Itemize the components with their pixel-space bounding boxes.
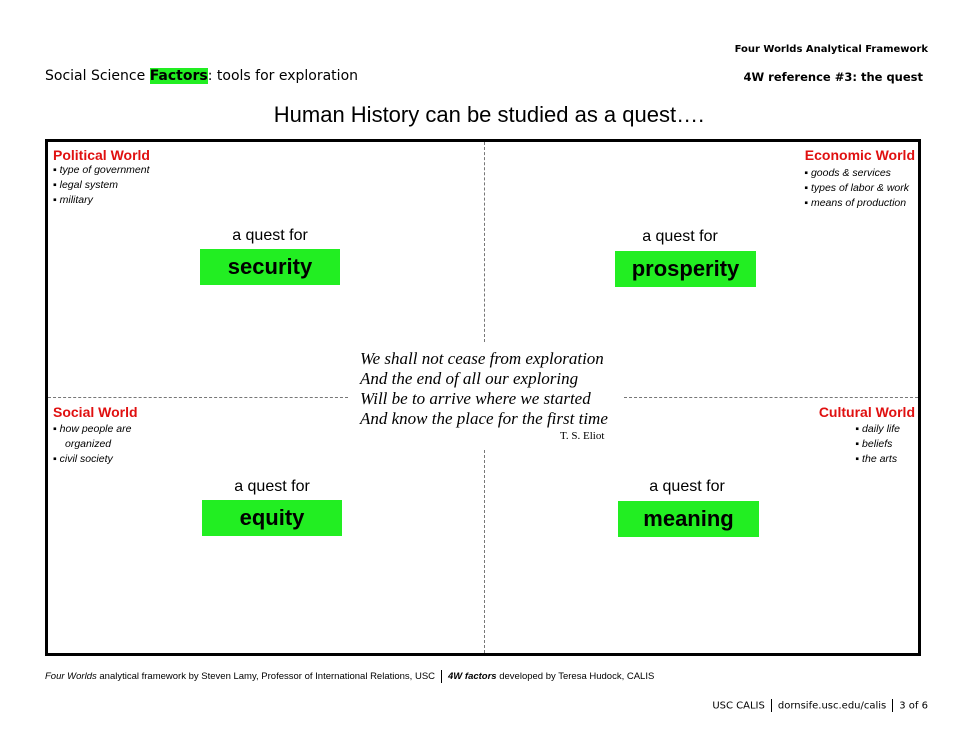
subject-heading	[45, 68, 358, 84]
eliot-quote	[360, 349, 608, 429]
political-quest-label: a quest for	[232, 227, 308, 244]
credit-lamy: analytical framework by Steven Lamy, Professor of International Relations, USC	[96, 671, 436, 683]
quote-line: Will be to arrive where we started	[360, 389, 591, 408]
list-item: ▪ civil society	[53, 453, 113, 465]
list-item: ▪ type of government	[53, 164, 150, 176]
list-item: ▪ legal system	[53, 179, 118, 191]
cultural-world-title: Cultural World	[818, 404, 915, 420]
cultural-world-bullets	[805, 422, 900, 467]
subject-highlight: Factors	[149, 68, 208, 84]
quote-line: We shall not cease from exploration	[360, 349, 604, 368]
list-item: ▪ means of production	[804, 197, 907, 209]
list-item: ▪ beliefs	[855, 438, 893, 450]
footer-page-number: 3 of 6	[899, 700, 928, 712]
cultural-quest-label: a quest for	[649, 478, 725, 495]
quote-line: And the end of all our exploring	[360, 369, 579, 388]
list-item: ▪ military	[53, 194, 93, 206]
economic-world-title: Economic World	[804, 147, 915, 163]
footer-org: USC CALIS	[712, 700, 765, 712]
economic-quest-label: a quest for	[642, 228, 718, 245]
reference-label: 4W reference #3: the quest	[743, 70, 923, 84]
footer	[712, 699, 928, 712]
framework-title: Four Worlds Analytical Framework	[734, 44, 928, 55]
social-world-panel	[53, 404, 138, 467]
credit-4w-factors: 4W factors	[448, 671, 497, 683]
political-world-bullets	[53, 163, 150, 208]
list-item: ▪ how people are	[53, 423, 132, 435]
cultural-goal-box: meaning	[618, 501, 759, 537]
credit-four-worlds: Four Worlds	[45, 671, 97, 683]
list-item: organized	[65, 438, 112, 450]
list-item: ▪ goods & services	[804, 167, 891, 179]
list-item: ▪ types of labor & work	[804, 182, 909, 194]
cultural-world-panel	[805, 404, 915, 467]
horizontal-divider-right	[624, 397, 918, 398]
economic-world-panel	[804, 147, 915, 211]
economic-goal-box: prosperity	[615, 251, 756, 287]
footer-separator	[892, 699, 893, 712]
footer-url[interactable]: dornsife.usc.edu/calis	[777, 700, 887, 712]
quote-line: And know the place for the first time	[360, 409, 608, 428]
social-goal-box: equity	[202, 500, 342, 536]
political-world-panel	[53, 147, 150, 208]
credits-line	[45, 670, 654, 683]
vertical-divider-bottom	[484, 450, 485, 653]
list-item: ▪ the arts	[855, 453, 898, 465]
social-world-title: Social World	[53, 404, 138, 420]
political-goal-box: security	[200, 249, 340, 285]
credit-separator	[441, 670, 442, 683]
economic-world-bullets	[804, 166, 909, 211]
horizontal-divider-left	[48, 397, 348, 398]
footer-separator	[771, 699, 772, 712]
vertical-divider-top	[484, 142, 485, 342]
political-world-title: Political World	[53, 147, 150, 163]
quote-author: T. S. Eliot	[560, 430, 605, 442]
social-quest-label: a quest for	[234, 478, 310, 495]
page-title: Human History can be studied as a quest….	[273, 102, 705, 127]
subject-suffix: : tools for exploration	[207, 68, 359, 84]
list-item: ▪ daily life	[855, 423, 900, 435]
social-world-bullets	[53, 422, 138, 467]
subject-prefix: Social Science	[45, 68, 150, 84]
credit-hudock: developed by Teresa Hudock, CALIS	[496, 671, 655, 683]
